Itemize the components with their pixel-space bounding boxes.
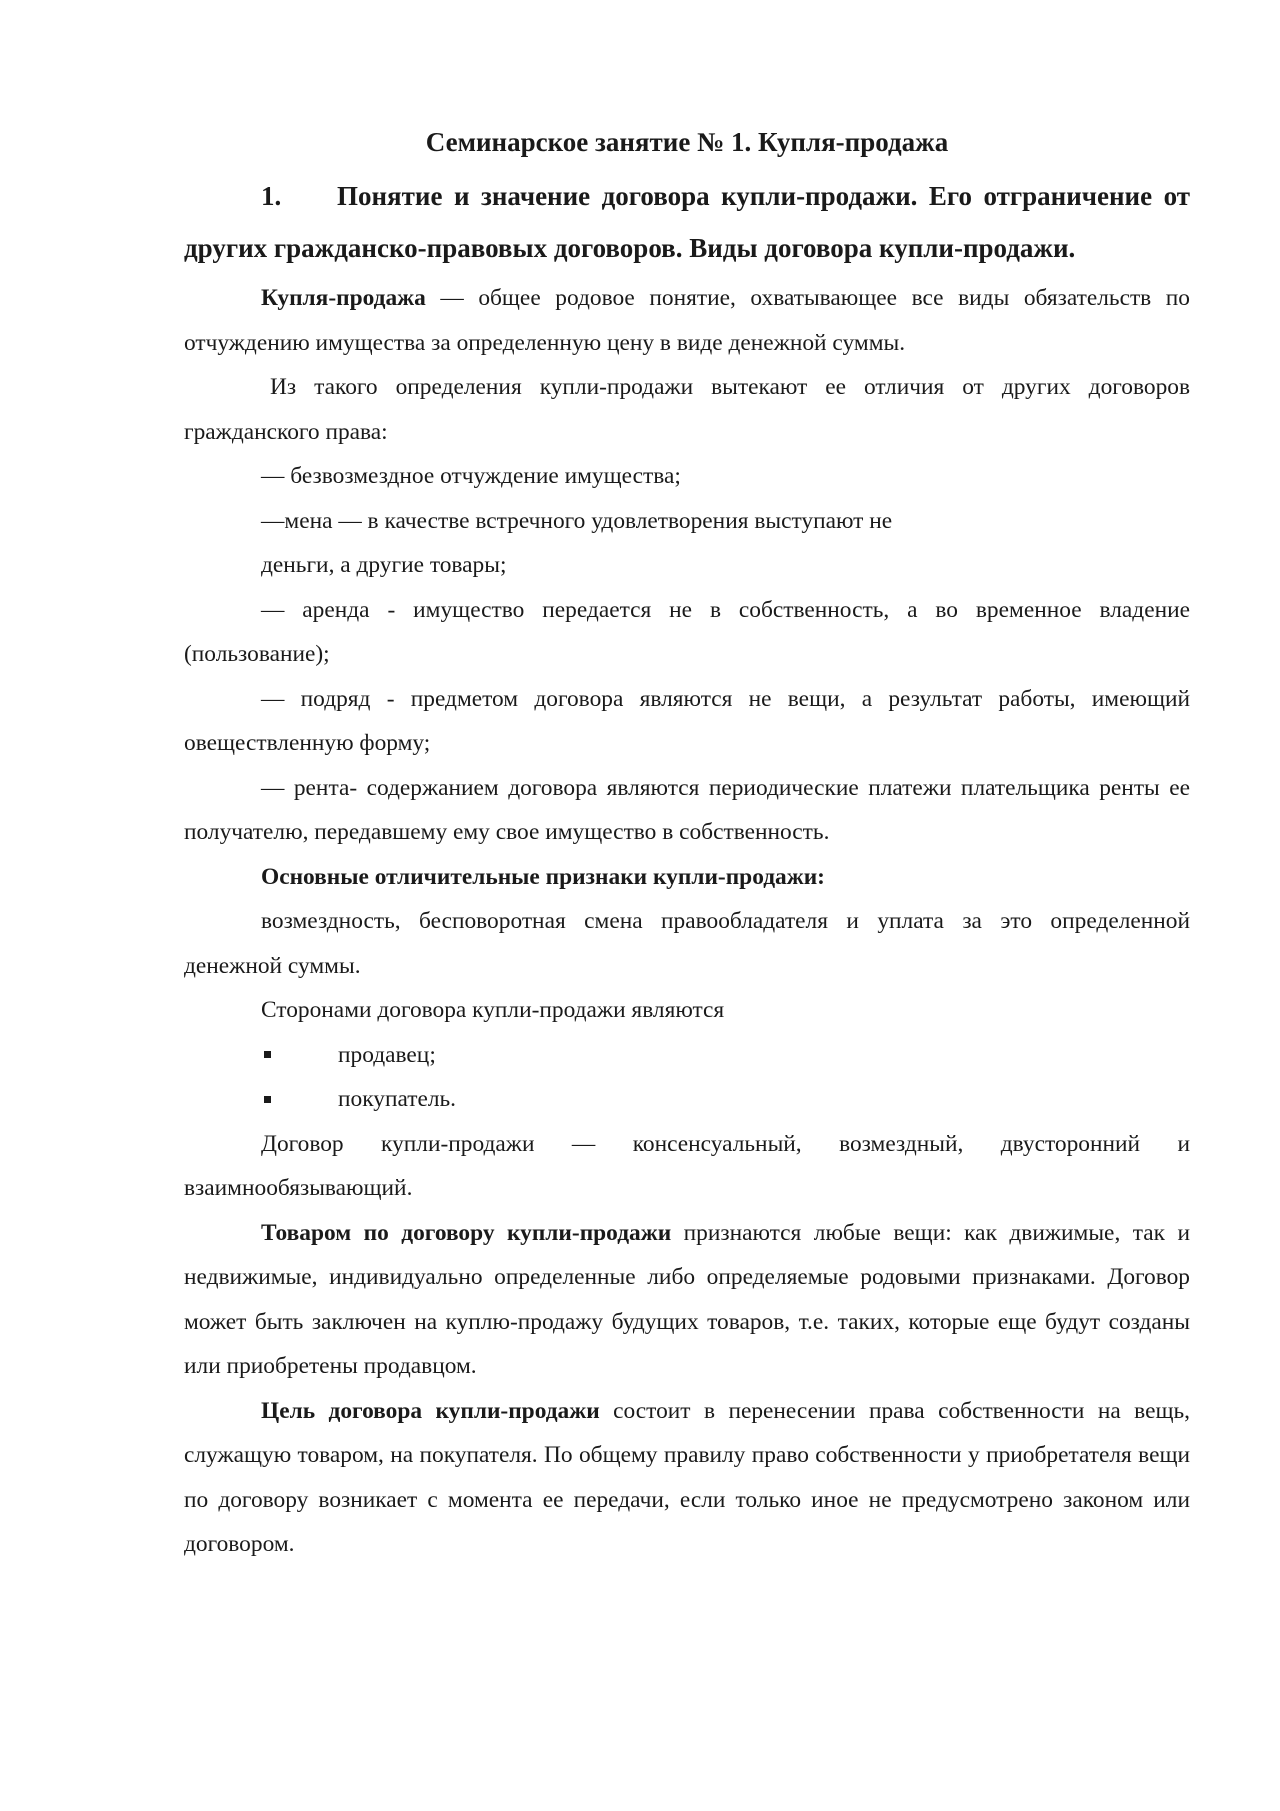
dash-item-exchange-line2: деньги, а другие товары; <box>261 552 507 578</box>
section-heading-text: Понятие и значение договора купли-продажи. Его отграничение от других гражданско-правовых договоров. Виды договора купли-продажи. <box>184 181 1190 263</box>
contract-type-paragraph: Договор купли-продажи — консенсуальный, возмездный, двусторонний и взаимнообязывающий. <box>184 1130 1190 1201</box>
features-heading-text: Основные отличительные признаки купли-продажи: <box>261 863 825 890</box>
dash-item-exchange-line1: —мена — в качестве встречного удовлетворения выступают не <box>261 507 893 534</box>
dash-item-lease: — аренда - имущество передается не в собственность, а во временное владение (пользование); <box>184 596 1190 667</box>
definition-text: — общее родовое понятие, охватывающее все виды обязательств по отчуждению имущества за определенную цену в виде денежной суммы. <box>184 285 1190 356</box>
dash-item-rent: — рента- содержанием договора являются периодические платежи плательщика ренты ее получателю, передавшему ему свое имущество в собственность. <box>184 774 1190 845</box>
features-heading <box>184 855 1190 900</box>
purpose-text: состоит в перенесении права собственности на вещь, служащую товаром, на покупателя. По общему правилу право собственности у приобретателя вещи по договору возникает с момента ее передачи, если только иное не предусмотрено законом или договором. <box>184 1397 1190 1557</box>
differences-intro: Из такого определения купли-продажи вытекают ее отличия от других договоров гражданского права: <box>184 374 1190 445</box>
list-item-buyer <box>184 1077 1190 1122</box>
dash-item-gift: — безвозмездное отчуждение имущества; <box>261 463 681 489</box>
dash-item-contract-work: — подряд - предметом договора являются не вещи, а результат работы, имеющий овеществленную форму; <box>184 685 1190 756</box>
goods-term: Товаром по договору купли-продажи <box>261 1219 672 1246</box>
list-item-seller <box>184 1033 1190 1078</box>
definition-paragraph <box>184 276 1190 365</box>
list-item-text: продавец; <box>338 1041 436 1068</box>
goods-text: признаются любые вещи: как движимые, так и недвижимые, индивидуально определенные либо определяемые родовыми признаками. Договор может быть заключен на куплю-продажу будущих товаров, т.е. таких, которые еще будут созданы или приобретены продавцом. <box>184 1219 1190 1379</box>
document-title: Семинарское занятие № 1. Купля-продажа <box>425 127 949 157</box>
section-heading <box>184 170 1190 274</box>
square-bullet-icon <box>264 1051 271 1058</box>
definition-term: Купля-продажа <box>261 285 426 311</box>
goods-paragraph <box>184 1211 1190 1389</box>
list-item-text: покупатель. <box>338 1086 457 1112</box>
purpose-paragraph <box>184 1389 1190 1567</box>
features-text: возмездность, бесповоротная смена правообладателя и уплата за это определенной денежной суммы. <box>184 908 1190 979</box>
parties-intro: Сторонами договора купли-продажи являются <box>261 997 725 1023</box>
square-bullet-icon <box>264 1096 271 1103</box>
document-page <box>184 118 1190 1567</box>
purpose-term: Цель договора купли-продажи <box>261 1397 600 1424</box>
section-number: 1. <box>261 181 282 211</box>
